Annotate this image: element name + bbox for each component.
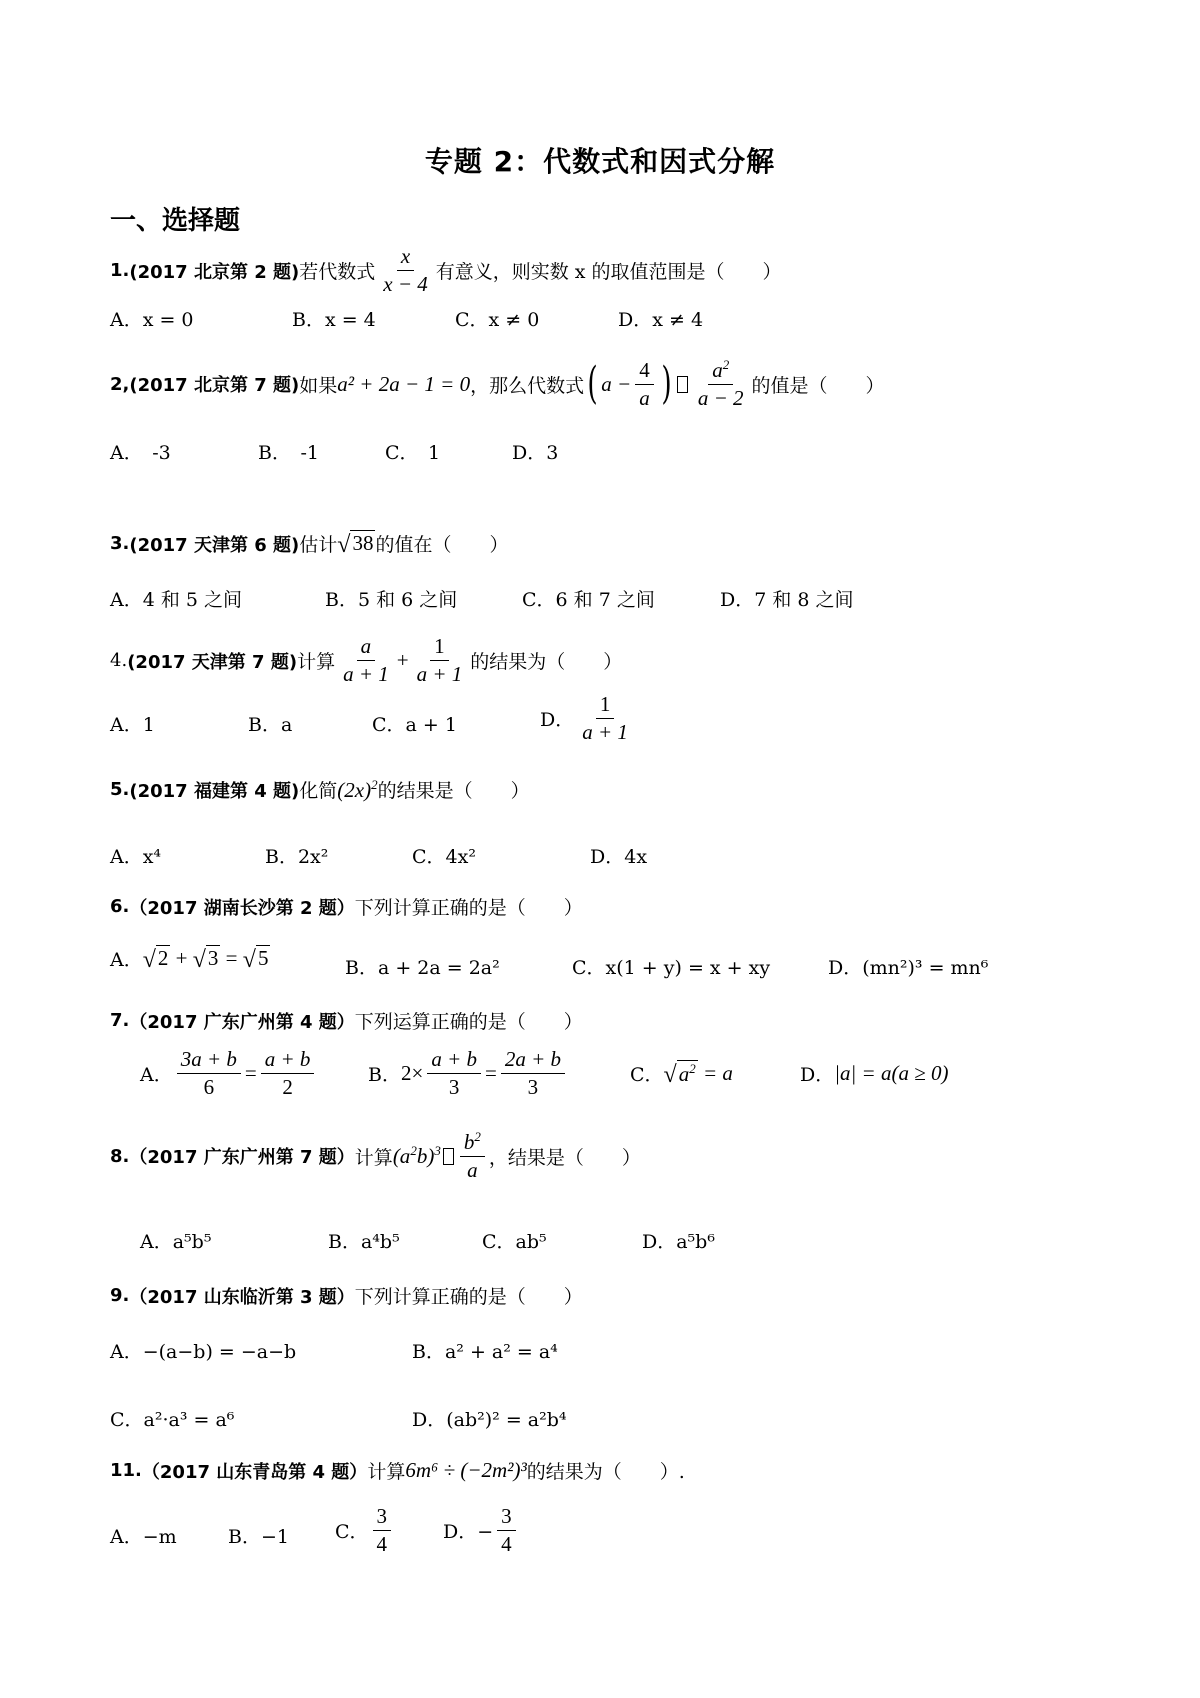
fraction: $\frac{3}{4}$ [497, 1505, 516, 1556]
question-text: 的结果为（ ） [470, 651, 623, 674]
math-expression: 6m⁶ ÷ (−2m²)³ [405, 1458, 527, 1482]
option-label: A． [140, 1064, 173, 1087]
option-b: B． -1 [258, 442, 319, 464]
question-number: 1. [110, 260, 130, 282]
question-2 [110, 358, 885, 410]
option-b: B．a⁴b⁵ [328, 1231, 400, 1253]
square-root: √ 5 [242, 946, 269, 973]
math: = a [697, 1061, 733, 1086]
question-11 [110, 1457, 685, 1484]
fraction: $\frac{x}{x - 4}$ [383, 244, 428, 297]
question-6 [110, 893, 583, 920]
fraction: $\frac{4}{a}$ [635, 359, 654, 410]
question-source: （2017 山东青岛第 4 题） [141, 1461, 368, 1483]
option-d: D．(ab²)² = a²b⁴ [412, 1409, 567, 1431]
option-a: A．x⁴ [110, 846, 162, 868]
square-root: √ 38 [337, 531, 374, 558]
option-label: D．− [443, 1521, 494, 1544]
option-label: D． [800, 1064, 835, 1086]
fraction: $\frac{3a + b}{6}$ [177, 1048, 241, 1099]
option-c: C．a + 1 [372, 714, 457, 736]
option-a: A． -3 [110, 442, 171, 464]
page-title: 专题 2：代数式和因式分解 [424, 145, 776, 178]
option-c: C．ab⁵ [482, 1231, 547, 1253]
option-b: B．5 和 6 之间 [325, 589, 458, 611]
question-1 [110, 245, 782, 296]
question-text: 有意义，则实数 x 的取值范围是（ ） [435, 261, 782, 284]
missing-glyph-box [677, 376, 688, 393]
question-8 [110, 1130, 641, 1182]
question-text: 下列运算正确的是（ ） [354, 1011, 583, 1033]
question-number: 7. [110, 1010, 130, 1031]
question-number: 8. [110, 1145, 130, 1167]
question-number: 2, [110, 373, 130, 395]
plus-sign: + [396, 648, 409, 673]
question-4 [110, 635, 622, 686]
question-source: （2017 广东广州第 4 题） [129, 1011, 355, 1033]
fraction: $\frac{b^2}{a}$ [460, 1130, 485, 1182]
fraction: $\frac{1}{a + 1}$ [582, 692, 628, 745]
question-number: 9. [110, 1285, 130, 1306]
question-text: 若代数式 [299, 261, 376, 284]
question-number: 3. [110, 533, 130, 554]
equals-sign: = [244, 1061, 257, 1086]
option-c: C．a²·a³ = a⁶ [110, 1409, 235, 1431]
fraction: $\frac{a^2}{a - 2}$ [697, 357, 744, 411]
question-number: 11. [110, 1460, 142, 1481]
option-c: C．x ≠ 0 [455, 309, 540, 331]
section-heading: 一、选择题 [110, 206, 241, 236]
question-text: 计算 [297, 651, 336, 674]
option-a: A．−m [110, 1526, 177, 1548]
square-root: √ 3 [192, 946, 219, 973]
option-label: B． [368, 1064, 401, 1087]
option-c [630, 1060, 733, 1087]
option-label: A． [110, 949, 143, 971]
math: a − [601, 371, 632, 396]
option-d: D．3 [512, 442, 559, 464]
option-d: D．x ≠ 4 [618, 309, 704, 331]
question-number: 6. [110, 896, 130, 917]
fraction: $\frac{2a + b}{3}$ [501, 1048, 565, 1099]
equals-sign: = [220, 946, 243, 970]
math-expression: $(a^2b)^3$ [392, 1143, 441, 1169]
equals-sign: = [484, 1061, 497, 1086]
option-b [368, 1048, 569, 1099]
question-text: ，结果是（ ） [488, 1146, 641, 1169]
question-text: 的结果为（ ）. [526, 1461, 685, 1483]
option-b: B．x = 4 [292, 309, 376, 331]
option-c: C． 1 [385, 442, 441, 464]
option-a: A．4 和 5 之间 [110, 589, 243, 611]
question-text: 化简 [299, 780, 338, 802]
option-c: C．x(1 + y) = x + xy [572, 957, 771, 979]
question-source: (2017 天津第 6 题) [129, 534, 300, 556]
question-source: （2017 山东临沂第 3 题） [129, 1286, 355, 1308]
question-text: 下列计算正确的是（ ） [354, 897, 583, 919]
option-a: A．1 [110, 714, 155, 736]
plus-sign: + [170, 946, 193, 970]
option-a: A．x = 0 [110, 309, 194, 331]
question-text: 如果 [299, 374, 338, 397]
question-source: (2017 天津第 7 题) [127, 651, 298, 673]
option-b: B．−1 [228, 1526, 289, 1548]
option-c [335, 1505, 395, 1556]
question-source: （2017 广东广州第 7 题） [129, 1147, 355, 1169]
option-d: D．(mn²)³ = mn⁶ [828, 957, 989, 979]
question-number: 4. [110, 650, 128, 672]
option-c: C．6 和 7 之间 [522, 589, 655, 611]
left-paren: ( [587, 358, 598, 410]
equation: a² + 2a − 1 = 0 [337, 371, 471, 396]
option-b: B．a + 2a = 2a² [345, 957, 500, 979]
question-3 [110, 530, 508, 557]
option-d: D．7 和 8 之间 [720, 589, 854, 611]
question-text: 估计 [299, 534, 338, 556]
option-label: C． [630, 1064, 664, 1087]
question-source: (2017 北京第 7 题) [129, 375, 300, 397]
fraction: $\frac{3}{4}$ [373, 1505, 392, 1556]
question-source: (2017 北京第 2 题) [129, 261, 300, 283]
option-d [540, 693, 636, 744]
option-b: B．a² + a² = a⁴ [412, 1341, 558, 1363]
option-a: A．−(a−b) = −a−b [110, 1341, 297, 1363]
fraction: $\frac{a + b}{2}$ [261, 1048, 315, 1099]
option-a [110, 945, 270, 972]
question-text: 计算 [354, 1146, 393, 1169]
math-expression: $(2x)^2$ [337, 776, 378, 802]
option-d [800, 1060, 948, 1087]
square-root: √ $a^2$ [663, 1061, 696, 1089]
option-a [140, 1048, 318, 1099]
option-c: C．4x² [412, 846, 476, 868]
question-text: 下列计算正确的是（ ） [354, 1286, 583, 1308]
fraction: $\frac{a + b}{3}$ [427, 1048, 481, 1099]
question-number: 5. [110, 779, 130, 800]
fraction: $\frac{a}{a + 1}$ [343, 634, 389, 687]
question-text: 计算 [367, 1461, 406, 1483]
option-d: D．a⁵b⁶ [642, 1231, 715, 1253]
missing-glyph-box [443, 1148, 454, 1165]
question-text: 的结果是（ ） [377, 780, 530, 802]
option-d: D．4x [590, 846, 648, 868]
question-source: （2017 湖南长沙第 2 题） [129, 897, 355, 919]
square-root: √ 2 [142, 946, 169, 973]
question-7 [110, 1007, 583, 1034]
question-text: 的值是（ ） [751, 374, 885, 397]
question-text: 的值在（ ） [375, 534, 509, 556]
option-b: B．2x² [265, 846, 329, 868]
option-label: C． [335, 1521, 369, 1544]
question-text: ，那么代数式 [470, 374, 585, 397]
math-expression: |a| = a(a ≥ 0) [834, 1061, 949, 1085]
fraction: $\frac{1}{a + 1}$ [416, 634, 463, 687]
question-source: (2017 福建第 4 题) [129, 780, 300, 802]
question-5 [110, 776, 530, 803]
math: 2× [400, 1061, 424, 1086]
option-b: B．a [248, 714, 293, 736]
option-d [443, 1505, 520, 1556]
option-a: A．a⁵b⁵ [140, 1231, 212, 1253]
right-paren: ) [661, 358, 672, 410]
option-label: D． [540, 709, 575, 732]
question-9 [110, 1282, 583, 1309]
